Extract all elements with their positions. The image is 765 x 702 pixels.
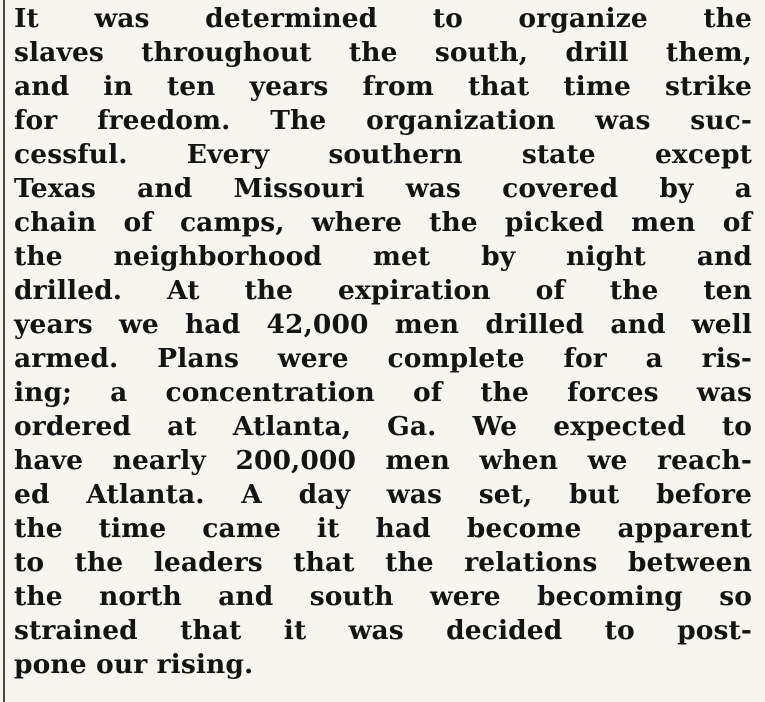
- article-line: the time came it had become apparent: [14, 513, 752, 544]
- article-line: It was determined to organize the: [14, 3, 752, 34]
- article-line: to the leaders that the relations between: [14, 547, 752, 578]
- article-line: have nearly 200,000 men when we reach-: [14, 445, 752, 476]
- article-line: chain of camps, where the picked men of: [14, 207, 752, 238]
- article-line: the north and south were becoming so: [14, 581, 752, 612]
- article-column: [14, 0, 752, 702]
- article-line: ed Atlanta. A day was set, but before: [14, 479, 752, 510]
- article-line: drilled. At the expiration of the ten: [14, 275, 752, 306]
- article-line: cessful. Every southern state except: [14, 139, 752, 170]
- article-line: Texas and Missouri was covered by a: [14, 173, 752, 204]
- article-line: and in ten years from that time strike: [14, 71, 752, 102]
- article-line: ing; a concentration of the forces was: [14, 377, 752, 408]
- article-line: ordered at Atlanta, Ga. We expected to: [14, 411, 752, 442]
- article-line: years we had 42,000 men drilled and well: [14, 309, 752, 340]
- article-line: armed. Plans were complete for a ris-: [14, 343, 752, 374]
- column-rule: [3, 0, 5, 702]
- article-line: pone our rising.: [14, 649, 254, 680]
- article-line: the neighborhood met by night and: [14, 241, 752, 272]
- article-line: slaves throughout the south, drill them,: [14, 37, 752, 68]
- article-line: strained that it was decided to post-: [14, 615, 752, 646]
- article-line: for freedom. The organization was suc-: [14, 105, 752, 136]
